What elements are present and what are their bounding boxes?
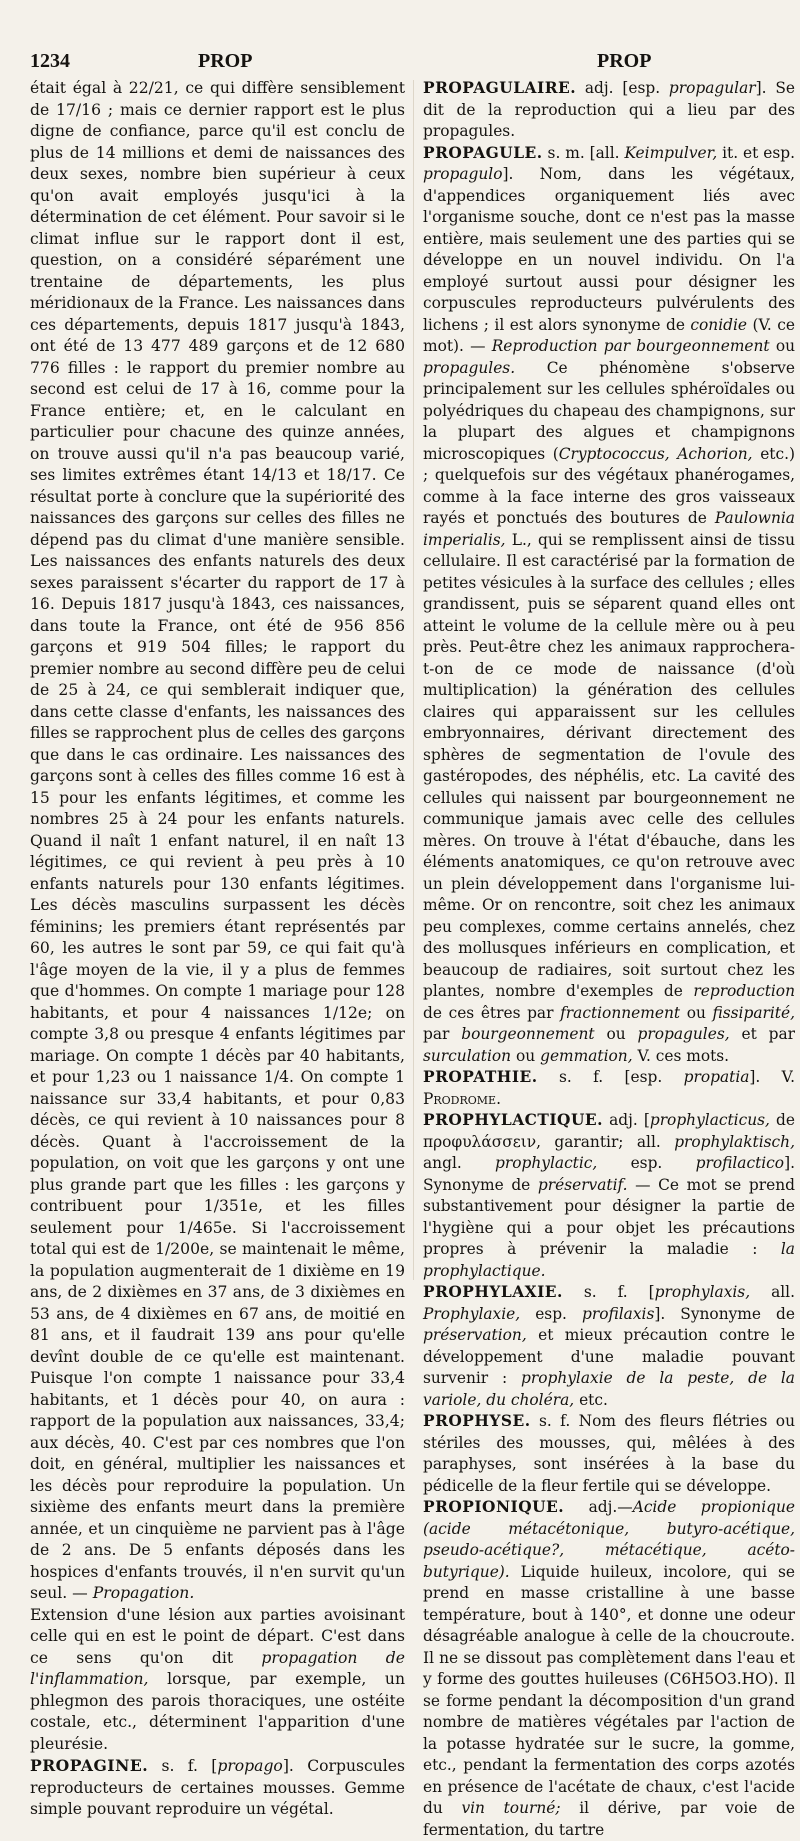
entry-propionique: PROPIONIQUE. adj.—Acide propionique (acide métacétonique, butyro-acétique, pseudo-acétique?, métacétique, acéto-butyrique). Liquide huileux, incolore, qui se prend en masse cristalline à une basse température, bout à 140°, et donne une odeur désagréable analogue à celle de la choucroute. Il ne se dissout pas complètement dans l'eau et y forme des gouttes huileuses (C6H5O3.HO). Il se forme pendant la décomposition d'un grand nombre de matières végétales par l'action de la potasse hydratée sur le sucre, la gomme, etc., pendant la fermentation des corps azotés en présence de l'acétate de chaux, c'est l'acide du vin tourné; il dérive, par voie de fermentation, du tartre [423,1498,795,1839]
page-header [0,50,800,76]
left-column [30,78,405,1818]
headword-prophyse: PROPHYSE. [423,1412,531,1430]
entry-prophylaxie: PROPHYLAXIE. s. f. [prophylaxis, all. Prophylaxie, esp. profilaxis]. Synonyme de préservation, et mieux précaution contre le développement d'une maladie pouvant survenir : prophylaxie de la peste, de la variole, du choléra, etc. [423,1283,795,1409]
entry-propathie: PROPATHIE. s. f. [esp. propatia]. V. Prodrome. [423,1068,795,1108]
headword-propagine: PROPAGINE. [30,1756,149,1775]
right-column [423,78,795,1839]
entry-propagule: PROPAGULE. s. m. [all. Keimpulver, it. et esp. propagulo]. Nom, dans les végétaux, d'appendices organiquement liés avec l'organisme souche, dont ce n'est pas la masse entière, mais seulement une des parties qui se développe en un nouvel individu. On l'a employé surtout aussi pour désigner les corpuscules reproducteurs pulvérulents des lichens ; il est alors synonyme de conidie (V. ce mot). — Reproduction par bourgeonnement ou propagules. Ce phénomène s'observe principalement sur les cellules sphéroïdales ou polyédriques du chapeau des champignons, sur la plupart des algues et champignons microscopiques (Cryptococcus, Achorion, etc.) ; quelquefois sur des végétaux phanérogames, comme à la face interne des gros vaisseaux rayés et ponctués des boutures de Paulownia imperialis, L., qui se remplissent ainsi de tissu cellulaire. Il est caractérisé par la formation de petites vésicules à la surface des cellules ; elles grandissent, puis se séparent quand elles ont atteint le volume de la cellule mère ou à peu près. Peut-être chez les animaux rapprochera-t-on de ce mode de naissance (d'où multiplication) la génération des cellules claires qui apparaissent sur les cellules embryonnaires, dérivant directement des sphères de segmentation de l'ovule des gastéropodes, des néphélis, etc. La cavité des cellules qui naissent par bourgeonnement ne communique jamais avec celle des cellules mères. On trouve à l'état d'ébauche, dans les éléments anatomiques, ce qu'on retrouve avec un plein développement dans l'organisme lui-même. Or on rencontre, soit chez les animaux peu complexes, comme certains annelés, chez des mollusques inférieurs en complication, et beaucoup de radiaires, soit surtout chez les plantes, nombre d'exemples de reproduction de ces êtres par fractionnement ou fissiparité, par bourgeonnement ou propagules, et par surculation ou gemmation, V. ces mots. [423,143,795,1065]
running-head-left: PROP [198,50,253,72]
entry-propagine: PROPAGINE. s. f. [propago]. Corpuscules reproducteurs de certaines mousses. Gemme simple pouvant reproduire un végétal. [30,1756,405,1818]
paragraph-population-statistics: était égal à 22/21, ce qui diffère sensiblement de 17/16 ; mais ce dernier rapport est le plus digne de confiance, parce qu'il est conclu de plus de 14 millions et demi de naissances des deux sexes, nombre bien supérieur à ceux qu'on avait employés jusqu'ici à la détermination de cet élément. Pour savoir si le climat influe sur le rapport dont il est, question, on a considéré séparément une trentaine de départements, les plus méridionaux de la France. Les naissances dans ces départements, depuis 1817 jusqu'à 1843, ont été de 13 477 489 garçons et de 12 680 776 filles : le rapport du premier nombre au second est celui de 17 à 16, comme pour la France entière; et, en le calculant en particulier pour chacune des quinze années, on trouve aussi qu'il n'a pas beaucoup varié, ses limites extrêmes étant 14/13 et 18/17. Ce résultat porte à conclure que la supériorité des naissances des garçons sur celles des filles ne dépend pas du climat d'une manière sensible. Les naissances des enfants naturels des deux sexes paraissent s'écarter du rapport de 17 à 16. Depuis 1817 jusqu'à 1843, ces naissances, dans toute la France, ont été de 956 856 garçons et 919 504 filles; le rapport du premier nombre au second diffère peu de celui de 25 à 24, ce qui semblerait indiquer que, dans cette classe d'enfants, les naissances des filles se rapprochent plus de celles des garçons que dans le cas ordinaire. Les naissances des garçons sont à celles des filles comme 16 est à 15 pour les enfants légitimes, et comme les nombres 25 à 24 pour les enfants naturels. Quand il naît 1 enfant naturel, il en naît 13 légitimes, ce qui revient à peu près à 10 enfants naturels pour 130 enfants légitimes. Les décès masculins surpassent les décès féminins; les premiers étant représentés par 60, les autres le sont par 59, ce qui fait qu'à l'âge moyen de la vie, il y a plus de femmes que d'hommes. On compte 1 mariage pour 128 habitants, et pour 4 naissances 1/12e; on compte 3,8 ou presque 4 enfants légitimes par mariage. On compte 1 décès par 40 habitants, et pour 1,23 ou 1 naissance 1/4. On compte 1 naissance sur 33,4 habitants, et pour 0,83 décès, ce qui revient à 10 naissances pour 8 décès. Quant à l'accroissement de la population, on voit que les garçons y ont une plus grande part que les filles : les garçons y contribuent pour 1/351e, et les filles seulement pour 1/465e. Si l'accroissement total qui est de 1/200e, se maintenait le même, la population augmenterait de 1 dixième en 19 ans, de 2 dixièmes en 37 ans, de 3 dixièmes en 53 ans, de 4 dixièmes en 67 ans, de moitié en 81 ans, et il faudrait 139 ans pour qu'elle devînt double de ce qu'elle est maintenant. Puisque l'on compte 1 naissance pour 33,4 habitants, et 1 décès pour 40, on aura : rapport de la population aux naissances, 33,4; aux décès, 40. C'est par ces nombres que l'on doit, en général, multiplier les naissances et les décès pour reproduire la population. Un sixième des enfants meurt dans la première année, et un cinquième ne parvient pas à l'âge de 2 ans. De 5 enfants déposés dans les hospices d'enfants trouvés, il n'en survit qu'un seul. — Propagation. [30,79,405,1602]
headword-prophylaxie: PROPHYLAXIE. [423,1283,563,1301]
headword-propathie: PROPATHIE. [423,1068,538,1086]
paragraph-propagation: Extension d'une lésion aux parties avoisinant celle qui en est le point de départ. C'est dans ce sens qu'on dit propagation de l'inflammation, lorsque, par exemple, un phlegmon des parois thoraciques, une ostéite costale, etc., déterminent l'apparition d'une pleurésie. [30,1605,405,1753]
headword-propionique: PROPIONIQUE. [423,1498,565,1516]
headword-propagule: PROPAGULE. [423,143,543,162]
cross-reference-prodrome: Prodrome. [423,1089,501,1108]
entry-prophylactique: PROPHYLACTIQUE. adj. [prophylacticus, de προφυλάσσειν, garantir; all. prophylaktisch, angl. prophylactic, esp. profilactico]. Synonyme de préservatif. — Ce mot se prend substantivement pour désigner la partie de l'hygiène qui a pour objet les précautions propres à prévenir la maladie : la prophylactique. [423,1111,795,1280]
column-divider [413,80,414,1280]
headword-propagulaire: PROPAGULAIRE. [423,79,577,97]
entry-prophyse: PROPHYSE. s. f. Nom des fleurs flétries ou stériles des mousses, qui, mêlées à des paraphyses, sont insérées à la base du pédicelle de la fleur fertile qui se développe. [423,1412,795,1495]
page-number: 1234 [30,50,70,72]
entry-propagulaire: PROPAGULAIRE. adj. [esp. propagular]. Se dit de la reproduction qui a lieu par des propagules. [423,79,795,140]
running-head-right: PROP [597,50,652,72]
headword-prophylactique: PROPHYLACTIQUE. [423,1111,603,1129]
